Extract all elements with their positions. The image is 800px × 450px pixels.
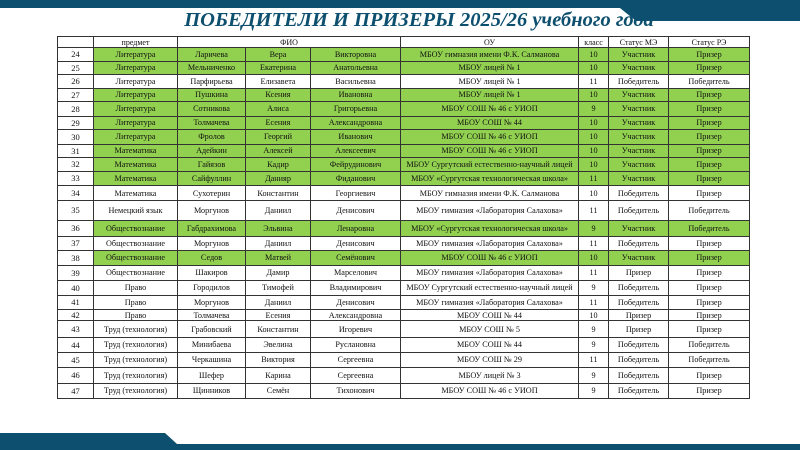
status-me-cell: Победитель	[609, 201, 669, 221]
last-name-cell: Шакиров	[178, 265, 246, 280]
patronymic-cell: Владимирович	[311, 280, 401, 295]
last-name-cell: Щинников	[178, 383, 246, 398]
last-name-cell: Сотникова	[178, 102, 246, 117]
grade-cell: 11	[579, 75, 609, 89]
school-cell: МБОУ СОШ № 44	[401, 116, 579, 130]
subject-cell: Математика	[94, 158, 178, 172]
first-name-cell: Карина	[246, 367, 311, 383]
row-number: 28	[58, 102, 94, 117]
school-cell: МБОУ СОШ № 46 с УИОП	[401, 251, 579, 266]
row-number: 30	[58, 130, 94, 145]
first-name-cell: Алексей	[246, 144, 311, 158]
table-row	[58, 186, 750, 201]
subject-cell: Обществознание	[94, 236, 178, 251]
grade-cell: 9	[579, 102, 609, 117]
first-name-cell: Даниил	[246, 236, 311, 251]
last-name-cell: Фролов	[178, 130, 246, 145]
school-cell: МБОУ гимназия «Лаборатория Салахова»	[401, 295, 579, 310]
row-number: 24	[58, 48, 94, 62]
patronymic-cell: Сергеевна	[311, 352, 401, 367]
subject-cell: Математика	[94, 144, 178, 158]
table-row	[58, 130, 750, 145]
table-row	[58, 321, 750, 338]
subject-cell: Право	[94, 295, 178, 310]
patronymic-cell: Григорьевна	[311, 102, 401, 117]
subject-cell: Обществознание	[94, 265, 178, 280]
table-row	[58, 295, 750, 310]
status-re-cell: Призер	[669, 236, 750, 251]
status-me-cell: Участник	[609, 251, 669, 266]
first-name-cell: Дамир	[246, 265, 311, 280]
header-status-me: Статус МЭ	[609, 37, 669, 48]
grade-cell: 11	[579, 295, 609, 310]
grade-cell: 11	[579, 265, 609, 280]
header-grade: класс	[579, 37, 609, 48]
subject-cell: Математика	[94, 171, 178, 186]
status-re-cell: Призер	[669, 88, 750, 102]
table-row	[58, 158, 750, 172]
school-cell: МБОУ Сургутский естественно-научный лицей	[401, 280, 579, 295]
patronymic-cell: Фейрудинович	[311, 158, 401, 172]
first-name-cell: Константин	[246, 186, 311, 201]
table-row	[58, 367, 750, 383]
row-number: 39	[58, 265, 94, 280]
status-me-cell: Участник	[609, 116, 669, 130]
status-re-cell: Призер	[669, 130, 750, 145]
table-row	[58, 265, 750, 280]
patronymic-cell: Денисович	[311, 236, 401, 251]
status-re-cell: Победитель	[669, 220, 750, 236]
patronymic-cell: Иванович	[311, 130, 401, 145]
school-cell: МБОУ гимназия «Лаборатория Салахова»	[401, 236, 579, 251]
row-number: 46	[58, 367, 94, 383]
subject-cell: Литература	[94, 61, 178, 75]
grade-cell: 10	[579, 48, 609, 62]
last-name-cell: Толмачева	[178, 116, 246, 130]
row-number: 42	[58, 310, 94, 321]
table-row	[58, 338, 750, 353]
row-number: 45	[58, 352, 94, 367]
patronymic-cell: Денисович	[311, 201, 401, 221]
school-cell: МБОУ «Сургутская технологическая школа»	[401, 220, 579, 236]
table-row	[58, 383, 750, 398]
table-row	[58, 75, 750, 89]
subject-cell: Труд (технология)	[94, 383, 178, 398]
grade-cell: 9	[579, 338, 609, 353]
subject-cell: Право	[94, 280, 178, 295]
table-header-row	[58, 37, 750, 48]
first-name-cell: Матвей	[246, 251, 311, 266]
last-name-cell: Гайязов	[178, 158, 246, 172]
school-cell: МБОУ СОШ № 44	[401, 338, 579, 353]
table-row	[58, 280, 750, 295]
status-re-cell: Победитель	[669, 75, 750, 89]
grade-cell: 11	[579, 352, 609, 367]
status-me-cell: Победитель	[609, 338, 669, 353]
subject-cell: Литература	[94, 75, 178, 89]
row-number: 47	[58, 383, 94, 398]
school-cell: МБОУ Сургутский естественно-научный лицей	[401, 158, 579, 172]
table-row	[58, 48, 750, 62]
school-cell: МБОУ гимназия имени Ф.К. Салманова	[401, 186, 579, 201]
patronymic-cell: Васильевна	[311, 75, 401, 89]
patronymic-cell: Ивановна	[311, 88, 401, 102]
school-cell: МБОУ гимназия «Лаборатория Салахова»	[401, 201, 579, 221]
grade-cell: 9	[579, 383, 609, 398]
patronymic-cell: Семёнович	[311, 251, 401, 266]
subject-cell: Литература	[94, 130, 178, 145]
row-number: 38	[58, 251, 94, 266]
status-re-cell: Призер	[669, 280, 750, 295]
status-me-cell: Победитель	[609, 352, 669, 367]
status-re-cell: Призер	[669, 251, 750, 266]
table-row	[58, 220, 750, 236]
school-cell: МБОУ СОШ № 46 с УИОП	[401, 102, 579, 117]
grade-cell: 10	[579, 186, 609, 201]
patronymic-cell: Алексеевич	[311, 144, 401, 158]
status-re-cell: Призер	[669, 186, 750, 201]
winners-table	[57, 36, 750, 399]
status-re-cell: Призер	[669, 61, 750, 75]
subject-cell: Труд (технология)	[94, 352, 178, 367]
school-cell: МБОУ СОШ № 46 с УИОП	[401, 144, 579, 158]
status-me-cell: Победитель	[609, 295, 669, 310]
status-re-cell: Призер	[669, 158, 750, 172]
row-number: 32	[58, 158, 94, 172]
patronymic-cell: Игоревич	[311, 321, 401, 338]
first-name-cell: Константин	[246, 321, 311, 338]
grade-cell: 10	[579, 251, 609, 266]
status-re-cell: Призер	[669, 48, 750, 62]
last-name-cell: Парфирьева	[178, 75, 246, 89]
status-me-cell: Участник	[609, 171, 669, 186]
status-me-cell: Призер	[609, 265, 669, 280]
last-name-cell: Минибаева	[178, 338, 246, 353]
grade-cell: 10	[579, 130, 609, 145]
row-number: 29	[58, 116, 94, 130]
header-status-re: Статус РЭ	[669, 37, 750, 48]
table-row	[58, 88, 750, 102]
first-name-cell: Даниил	[246, 295, 311, 310]
patronymic-cell: Фиданович	[311, 171, 401, 186]
row-number: 44	[58, 338, 94, 353]
header-school: ОУ	[401, 37, 579, 48]
patronymic-cell: Викторовна	[311, 48, 401, 62]
row-number: 36	[58, 220, 94, 236]
row-number: 34	[58, 186, 94, 201]
school-cell: МБОУ СОШ № 29	[401, 352, 579, 367]
grade-cell: 9	[579, 280, 609, 295]
last-name-cell: Моргунов	[178, 236, 246, 251]
status-me-cell: Победитель	[609, 75, 669, 89]
subject-cell: Право	[94, 310, 178, 321]
school-cell: МБОУ лицей № 3	[401, 367, 579, 383]
first-name-cell: Ксения	[246, 88, 311, 102]
last-name-cell: Городилов	[178, 280, 246, 295]
row-number: 35	[58, 201, 94, 221]
header-fio: ФИО	[178, 37, 401, 48]
grade-cell: 11	[579, 236, 609, 251]
subject-cell: Немецкий язык	[94, 201, 178, 221]
grade-cell: 11	[579, 201, 609, 221]
status-me-cell: Участник	[609, 88, 669, 102]
school-cell: МБОУ СОШ № 5	[401, 321, 579, 338]
last-name-cell: Ларичева	[178, 48, 246, 62]
status-re-cell: Победитель	[669, 201, 750, 221]
patronymic-cell: Анатольевна	[311, 61, 401, 75]
first-name-cell: Вера	[246, 48, 311, 62]
row-number: 40	[58, 280, 94, 295]
first-name-cell: Кадир	[246, 158, 311, 172]
patronymic-cell: Ленаровна	[311, 220, 401, 236]
school-cell: МБОУ лицей № 1	[401, 88, 579, 102]
school-cell: МБОУ лицей № 1	[401, 75, 579, 89]
status-re-cell: Призер	[669, 383, 750, 398]
patronymic-cell: Руслановна	[311, 338, 401, 353]
patronymic-cell: Александровна	[311, 310, 401, 321]
last-name-cell: Моргунов	[178, 201, 246, 221]
last-name-cell: Пушкина	[178, 88, 246, 102]
first-name-cell: Георгий	[246, 130, 311, 145]
row-number: 25	[58, 61, 94, 75]
last-name-cell: Моргунов	[178, 295, 246, 310]
status-me-cell: Призер	[609, 310, 669, 321]
first-name-cell: Эвелина	[246, 338, 311, 353]
first-name-cell: Данияр	[246, 171, 311, 186]
grade-cell: 9	[579, 367, 609, 383]
status-me-cell: Участник	[609, 61, 669, 75]
patronymic-cell: Денисович	[311, 295, 401, 310]
status-me-cell: Победитель	[609, 186, 669, 201]
status-me-cell: Участник	[609, 220, 669, 236]
last-name-cell: Толмачева	[178, 310, 246, 321]
table-row	[58, 251, 750, 266]
status-me-cell: Победитель	[609, 383, 669, 398]
header-num	[58, 37, 94, 48]
page-title: ПОБЕДИТЕЛИ И ПРИЗЕРЫ 2025/26 учебного года	[184, 9, 654, 31]
subject-cell: Литература	[94, 88, 178, 102]
status-re-cell: Призер	[669, 310, 750, 321]
first-name-cell: Виктория	[246, 352, 311, 367]
header-subject: предмет	[94, 37, 178, 48]
row-number: 31	[58, 144, 94, 158]
status-me-cell: Участник	[609, 144, 669, 158]
table-row	[58, 116, 750, 130]
subject-cell: Труд (технология)	[94, 338, 178, 353]
grade-cell: 9	[579, 321, 609, 338]
school-cell: МБОУ СОШ № 46 с УИОП	[401, 383, 579, 398]
first-name-cell: Семён	[246, 383, 311, 398]
grade-cell: 10	[579, 116, 609, 130]
last-name-cell: Мельниченко	[178, 61, 246, 75]
status-re-cell: Призер	[669, 265, 750, 280]
status-re-cell: Победитель	[669, 338, 750, 353]
grade-cell: 10	[579, 61, 609, 75]
grade-cell: 10	[579, 158, 609, 172]
last-name-cell: Черкашина	[178, 352, 246, 367]
school-cell: МБОУ гимназия имени Ф.К. Салманова	[401, 48, 579, 62]
first-name-cell: Тимофей	[246, 280, 311, 295]
last-name-cell: Шефер	[178, 367, 246, 383]
row-number: 33	[58, 171, 94, 186]
row-number: 37	[58, 236, 94, 251]
first-name-cell: Есения	[246, 310, 311, 321]
first-name-cell: Даниил	[246, 201, 311, 221]
last-name-cell: Адейкин	[178, 144, 246, 158]
status-me-cell: Участник	[609, 130, 669, 145]
table-row	[58, 352, 750, 367]
last-name-cell: Сайфуллин	[178, 171, 246, 186]
status-re-cell: Призер	[669, 102, 750, 117]
first-name-cell: Екатерина	[246, 61, 311, 75]
subject-cell: Литература	[94, 48, 178, 62]
grade-cell: 11	[579, 171, 609, 186]
patronymic-cell: Тихонович	[311, 383, 401, 398]
row-number: 26	[58, 75, 94, 89]
status-re-cell: Победитель	[669, 352, 750, 367]
status-me-cell: Участник	[609, 102, 669, 117]
status-re-cell: Призер	[669, 116, 750, 130]
school-cell: МБОУ СОШ № 46 с УИОП	[401, 130, 579, 145]
subject-cell: Математика	[94, 186, 178, 201]
subject-cell: Труд (технология)	[94, 321, 178, 338]
patronymic-cell: Марселович	[311, 265, 401, 280]
subject-cell: Труд (технология)	[94, 367, 178, 383]
first-name-cell: Есения	[246, 116, 311, 130]
subject-cell: Литература	[94, 102, 178, 117]
school-cell: МБОУ СОШ № 44	[401, 310, 579, 321]
last-name-cell: Грабовский	[178, 321, 246, 338]
table-row	[58, 310, 750, 321]
school-cell: МБОУ лицей № 1	[401, 61, 579, 75]
patronymic-cell: Георгиевич	[311, 186, 401, 201]
table-row	[58, 102, 750, 117]
status-me-cell: Победитель	[609, 280, 669, 295]
status-me-cell: Победитель	[609, 367, 669, 383]
table-body	[58, 48, 750, 399]
last-name-cell: Седов	[178, 251, 246, 266]
subject-cell: Литература	[94, 116, 178, 130]
first-name-cell: Эльвина	[246, 220, 311, 236]
status-re-cell: Призер	[669, 295, 750, 310]
last-name-cell: Габдрахимова	[178, 220, 246, 236]
status-re-cell: Призер	[669, 144, 750, 158]
grade-cell: 10	[579, 310, 609, 321]
row-number: 43	[58, 321, 94, 338]
table-row	[58, 144, 750, 158]
first-name-cell: Елизавета	[246, 75, 311, 89]
first-name-cell: Алиса	[246, 102, 311, 117]
subject-cell: Обществознание	[94, 251, 178, 266]
status-me-cell: Победитель	[609, 236, 669, 251]
grade-cell: 9	[579, 220, 609, 236]
status-me-cell: Участник	[609, 158, 669, 172]
status-re-cell: Призер	[669, 321, 750, 338]
status-re-cell: Призер	[669, 367, 750, 383]
status-re-cell: Призер	[669, 171, 750, 186]
grade-cell: 10	[579, 144, 609, 158]
table-row	[58, 61, 750, 75]
table-row	[58, 201, 750, 221]
subject-cell: Обществознание	[94, 220, 178, 236]
bottom-decorative-band	[0, 430, 800, 450]
patronymic-cell: Сергеевна	[311, 367, 401, 383]
table-row	[58, 236, 750, 251]
status-me-cell: Призер	[609, 321, 669, 338]
row-number: 27	[58, 88, 94, 102]
status-me-cell: Участник	[609, 48, 669, 62]
school-cell: МБОУ гимназия «Лаборатория Салахова»	[401, 265, 579, 280]
grade-cell: 10	[579, 88, 609, 102]
table-row	[58, 171, 750, 186]
row-number: 41	[58, 295, 94, 310]
school-cell: МБОУ «Сургутская технологическая школа»	[401, 171, 579, 186]
patronymic-cell: Александровна	[311, 116, 401, 130]
last-name-cell: Сухотерин	[178, 186, 246, 201]
